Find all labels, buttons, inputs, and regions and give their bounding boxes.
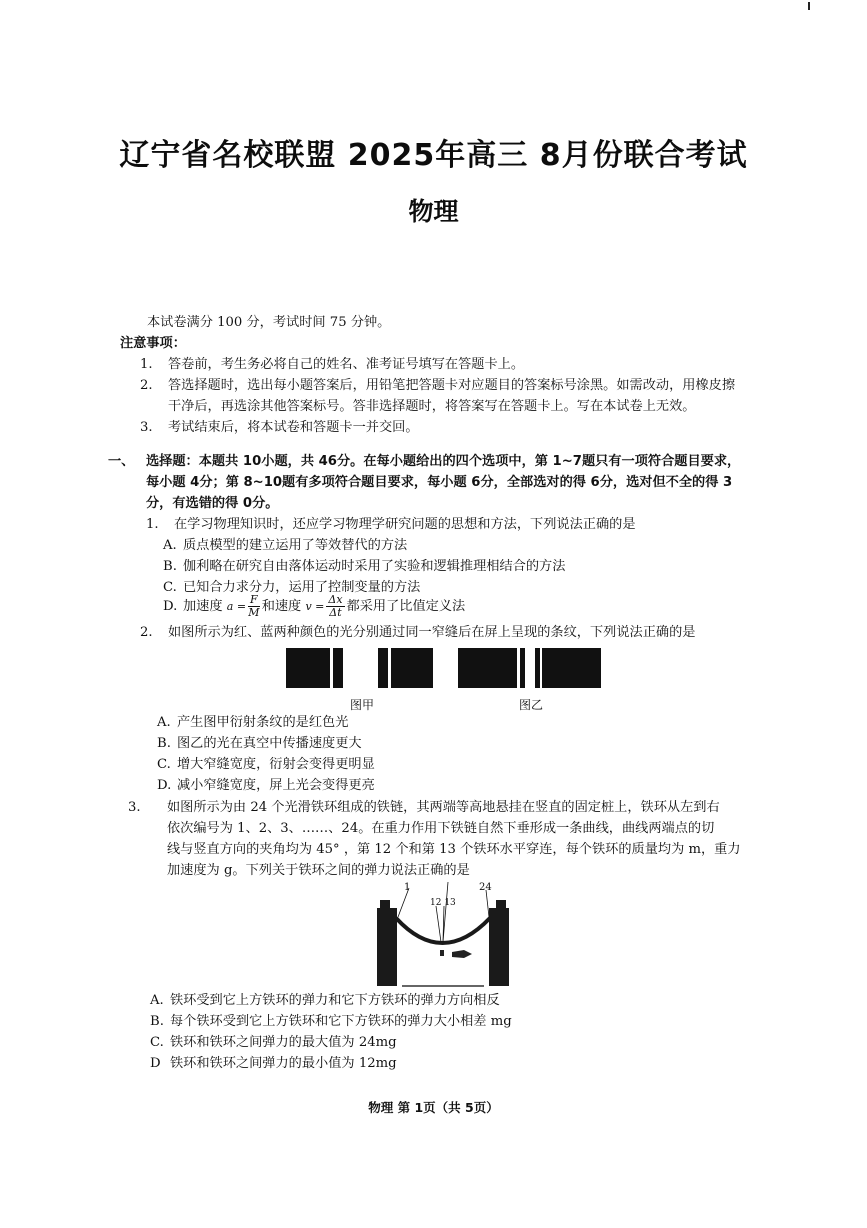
option-text: 增大窄缝宽度，衍射会变得更明显 (177, 757, 375, 772)
section-instructions-line2: 每小题 4分；第 8~10题有多项符合题目要求，每小题 6分，全部选对的得 6分，选对但不全的得 3 (146, 475, 733, 490)
note-1 (140, 354, 524, 375)
option-label: B. (157, 736, 171, 751)
question-3-stem-line2: 依次编号为 1、2、3、……、24。在重力作用下铁链自然下垂形成一条曲线，曲线两端点的切 (167, 821, 715, 836)
question-1-option-a (163, 535, 407, 556)
chain-diagram (372, 880, 512, 990)
question-3-stem-line1 (128, 797, 720, 818)
question-1-stem (146, 514, 636, 535)
question-text: 在学习物理知识时，还应学习物理学研究问题的思想和方法，下列说法正确的是 (174, 517, 636, 532)
question-1-option-d (163, 594, 465, 619)
note-number: 2. (140, 378, 153, 393)
formula-lhs: v = (305, 600, 325, 613)
question-text: 如图所示为红、蓝两种颜色的光分别通过同一窄缝后在屏上呈现的条纹，下列说法正确的是 (168, 625, 696, 640)
option-label: A. (157, 715, 171, 730)
exam-info: 本试卷满分 100 分，考试时间 75 分钟。 (147, 315, 391, 330)
notes-heading: 注意事项： (120, 336, 186, 351)
option-text: 产生图甲衍射条纹的是红色光 (177, 715, 349, 730)
fraction-f-over-m: $\frac{F}{M}$ (248, 593, 260, 619)
option-label: C. (163, 580, 177, 595)
question-3-option-d (150, 1053, 397, 1074)
option-label: C. (157, 757, 171, 772)
figure-caption-yi: 图乙 (519, 698, 544, 712)
question-2-option-a (157, 712, 348, 733)
question-number: 2. (140, 625, 153, 640)
note-text: 答选择题时，选出每小题答案后，用铅笔把答题卡对应题目的答案标号涂黑。如需改动，用橡皮擦 (168, 378, 736, 393)
question-2-option-c (157, 754, 375, 775)
fringe-bar (333, 648, 343, 688)
note-number: 3. (140, 420, 153, 435)
question-2-option-b (157, 733, 362, 754)
question-2-stem (140, 622, 696, 643)
option-label: D (150, 1056, 161, 1071)
option-text: 图乙的光在真空中传播速度更大 (177, 736, 362, 751)
option-text: 每个铁环受到它上方铁环和它下方铁环的弹力大小相差 mg (170, 1014, 512, 1029)
question-3-stem-line4: 加速度为 g。下列关于铁环之间的弹力说法正确的是 (167, 863, 470, 878)
question-number: 1. (146, 517, 159, 532)
option-label: B. (150, 1014, 164, 1029)
option-text: 铁环受到它上方铁环的弹力和它下方铁环的弹力方向相反 (170, 993, 500, 1008)
option-label: D. (157, 778, 172, 793)
note-3 (140, 417, 419, 438)
note-2-continued: 干净后，再选涂其他答案标号。答非选择题时，将答案写在答题卡上。写在本试卷上无效。 (168, 399, 696, 414)
option-label: A. (163, 538, 177, 553)
option-label: B. (163, 559, 177, 574)
question-1-option-b (163, 556, 565, 577)
fraction-dx-over-dt: $\frac{\Delta x}{\Delta t}$ (328, 593, 343, 619)
option-text: 都采用了比值定义法 (346, 599, 466, 614)
question-text: 如图所示为由 24 个光滑铁环组成的铁链，其两端等高地悬挂在竖直的固定桩上，铁环从左到右 (167, 800, 720, 815)
ring-label-24: 24 (479, 882, 492, 893)
fringe-block (542, 648, 601, 688)
formula-lhs: a = (226, 600, 247, 613)
note-text: 考试结束后，将本试卷和答题卡一并交回。 (168, 420, 419, 435)
option-text: 伽利略在研究自由落体运动时采用了实验和逻辑推理相结合的方法 (183, 559, 566, 574)
scan-mark (808, 2, 810, 10)
section-instructions-line3: 分，有选错的得 0分。 (146, 496, 279, 511)
note-text: 答卷前，考生务必将自己的姓名、准考证号填写在答题卡上。 (168, 357, 525, 372)
fringe-bar (378, 648, 388, 688)
option-label: D. (163, 599, 178, 614)
option-text: 质点模型的建立运用了等效替代的方法 (183, 538, 408, 553)
fringe-block (286, 648, 330, 688)
option-label: C. (150, 1035, 164, 1050)
option-label: A. (150, 993, 164, 1008)
section-instructions-line1: 选择题：本题共 10小题，共 46分。在每小题给出的四个选项中，第 1~7题只有一项符合题目要求， (146, 454, 741, 469)
subject-title: 物理 (408, 197, 459, 226)
question-number: 3. (128, 800, 141, 815)
note-2 (140, 375, 735, 396)
exam-title: 辽宁省名校联盟 2025年高三 8月份联合考试 (119, 138, 748, 173)
fringe-block (391, 648, 433, 688)
question-2-option-d (157, 775, 375, 796)
question-3-option-c (150, 1032, 397, 1053)
question-3-option-a (150, 990, 500, 1011)
note-number: 1. (140, 357, 153, 372)
option-text: 已知合力求分力，运用了控制变量的方法 (183, 580, 421, 595)
question-3-stem-line3: 线与竖直方向的夹角均为 45° ，第 12 个和第 13 个铁环水平穿连，每个铁环的质量均为 m，重力 (167, 842, 741, 857)
question-3-option-b (150, 1011, 512, 1032)
option-text: 减小窄缝宽度，屏上光会变得更亮 (177, 778, 375, 793)
option-text: 铁环和铁环之间弹力的最小值为 12mg (170, 1056, 397, 1071)
option-text: 和速度 (261, 599, 302, 614)
ring-label-12-13: 12 13 (430, 898, 456, 908)
section-number: 一、 (108, 454, 135, 469)
hanging-chain-figure (372, 880, 512, 990)
option-text: 加速度 (183, 599, 223, 614)
option-text: 铁环和铁环之间弹力的最大值为 24mg (170, 1035, 397, 1050)
fringe-bar (535, 648, 540, 688)
figure-caption-jia: 图甲 (350, 698, 375, 712)
fringe-block (458, 648, 517, 688)
page-footer: 物理 第 1页（共 5页） (368, 1100, 499, 1115)
ring-label-1: 1 (404, 882, 411, 893)
fringe-bar (520, 648, 525, 688)
